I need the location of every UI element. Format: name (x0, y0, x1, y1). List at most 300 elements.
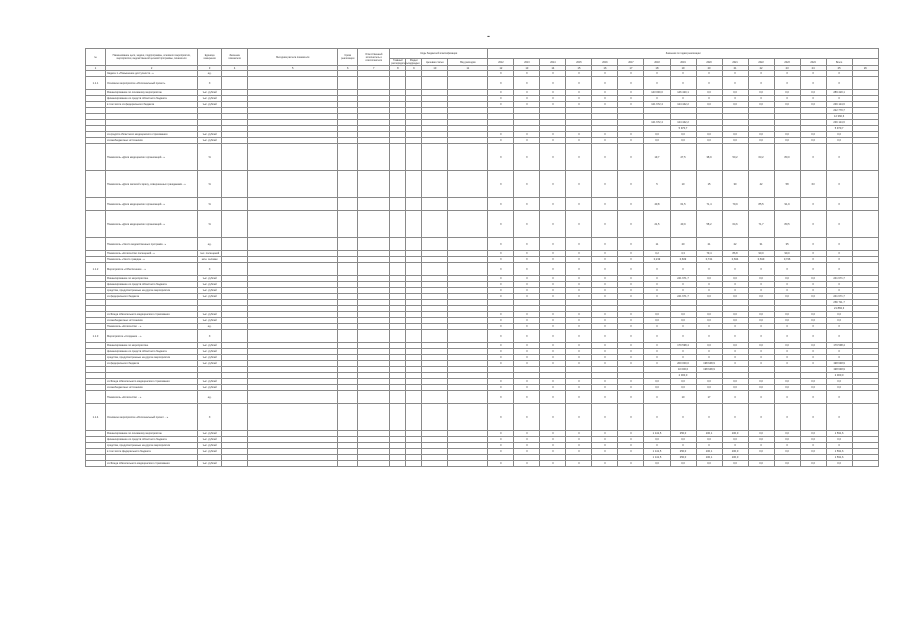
table-cell: Основное мероприятие «Региональный проект» (106, 77, 198, 90)
table-cell: Х (800, 404, 826, 431)
header-year: 2018 (644, 59, 670, 66)
table-cell (86, 171, 106, 198)
table-cell: 0 (488, 318, 514, 324)
table-cell: 0 (540, 361, 566, 367)
table-cell: 250,0 (670, 431, 696, 437)
table-cell: 0 (696, 324, 722, 330)
table-cell: 22 (722, 238, 748, 251)
header-year: 2017 (618, 59, 644, 66)
table-cell: Х (540, 324, 566, 330)
table-cell (390, 404, 406, 431)
header-year: 2024 (800, 59, 826, 66)
table-cell: 0 (592, 276, 618, 282)
table-cell: 0 (618, 431, 644, 437)
table-cell: Х (488, 77, 514, 90)
column-number: 9 (406, 66, 422, 71)
table-cell: Х (618, 263, 644, 276)
table-cell: 0 (540, 443, 566, 449)
table-cell: 0,0 (800, 461, 826, 467)
table-cell: 0 (644, 443, 670, 449)
table-cell: 0,0 (748, 312, 774, 318)
table-cell: 179 598,4 (826, 343, 852, 349)
table-cell: 246 114,6 (826, 120, 852, 126)
table-cell: 0 (826, 355, 852, 361)
header-period: Сроки реализации (338, 49, 358, 66)
table-cell: 222 770,7 (826, 108, 852, 114)
table-cell: 0 (488, 312, 514, 318)
table-cell: 0 (488, 288, 514, 294)
table-cell (448, 391, 488, 404)
table-cell: 0 (488, 138, 514, 144)
column-number: 14 (540, 66, 566, 71)
table-cell: Х (488, 71, 514, 77)
table-cell (338, 198, 358, 211)
header-vr: Вид расходов (448, 59, 488, 66)
table-cell: 0 (826, 96, 852, 102)
table-cell: 0 (540, 138, 566, 144)
table-cell (338, 144, 358, 171)
table-cell: 1.1.2 (86, 263, 106, 276)
table-cell: 0 (488, 90, 514, 96)
header-year: 2015 (566, 59, 592, 66)
table-cell: 0 (592, 318, 618, 324)
table-cell: Х (540, 238, 566, 251)
header-target: Целевая статья (422, 59, 448, 66)
table-cell: 0,0 (748, 294, 774, 300)
table-cell: 0,0 (748, 449, 774, 455)
table-cell: 0 (566, 276, 592, 282)
table-cell: 0 (592, 294, 618, 300)
header-executor: Ответственный исполнитель и соисполнители (358, 49, 390, 66)
table-cell: 0 (566, 282, 592, 288)
table-cell: Показатель «Число граждан...» (106, 257, 198, 263)
table-cell: 0,0 (748, 461, 774, 467)
table-cell: 1 591,6 (826, 449, 852, 455)
table-cell: тыс. рублей (198, 461, 222, 467)
table-cell: 0,0 (644, 379, 670, 385)
table-cell: 0,0 (644, 385, 670, 391)
table-cell: тыс. рублей (198, 318, 222, 324)
table-cell: 0 (592, 443, 618, 449)
table-cell: 0 (644, 324, 670, 330)
table-cell: 0,0 (670, 379, 696, 385)
table-cell: тыс. рублей (198, 102, 222, 108)
table-cell: 0 (618, 449, 644, 455)
table-cell: Х (644, 404, 670, 431)
table-cell: 0 (514, 449, 540, 455)
table-cell: 0 (566, 343, 592, 349)
table-cell: 61,5 (670, 198, 696, 211)
table-cell (390, 144, 406, 171)
table-cell: 58 (774, 171, 800, 198)
table-cell: Х (618, 198, 644, 211)
table-cell: 0,0 (800, 343, 826, 349)
table-cell: Х (566, 171, 592, 198)
table-cell: из федерального бюджета (106, 361, 198, 367)
table-cell: 0,0 (826, 379, 852, 385)
table-cell: 3,3 (670, 251, 696, 257)
table-cell: 0 (592, 355, 618, 361)
table-cell: Х (696, 71, 722, 77)
table-cell: Х (800, 144, 826, 171)
table-cell: Х (722, 330, 748, 343)
table-cell: 86,8 (722, 251, 748, 257)
table-cell: 19,7 (644, 144, 670, 171)
table-cell (248, 198, 338, 211)
table-cell (406, 461, 422, 467)
table-cell: 0 (566, 90, 592, 96)
table-cell: 0,609 (670, 257, 696, 263)
header-unit: Единица измерения (198, 49, 222, 66)
table-cell (852, 238, 878, 251)
table-cell: 0 (722, 355, 748, 361)
table-cell (852, 144, 878, 171)
table-cell: 0,0 (722, 437, 748, 443)
table-cell: 0,0 (696, 138, 722, 144)
table-cell (222, 144, 248, 171)
table-cell: тыс. рублей (198, 96, 222, 102)
table-cell (338, 330, 358, 343)
table-cell: Х (826, 324, 852, 330)
table-cell: 0,0 (800, 318, 826, 324)
table-cell: финансирование из средств областного бюджета (106, 349, 198, 355)
table-cell (448, 263, 488, 276)
table-cell: 0 (618, 312, 644, 318)
table-cell (422, 144, 448, 171)
table-cell: 0 (540, 312, 566, 318)
table-cell: 0 (618, 282, 644, 288)
table-cell (222, 171, 248, 198)
table-cell (406, 171, 422, 198)
column-number: 6 (338, 66, 358, 71)
table-cell (422, 171, 448, 198)
table-cell: 0 (592, 431, 618, 437)
table-cell: средства, предусмотренные на другие мероприятия (106, 288, 198, 294)
table-cell: Х (722, 77, 748, 90)
table-cell (852, 404, 878, 431)
table-cell: Х (488, 324, 514, 330)
table-cell (406, 330, 422, 343)
table-row (86, 330, 879, 343)
table-cell (448, 211, 488, 238)
table-cell: 0 (514, 349, 540, 355)
table-cell: 0 (540, 349, 566, 355)
table-cell: тыс. рублей (198, 449, 222, 455)
table-cell: 0 (696, 282, 722, 288)
table-cell: 0 (514, 288, 540, 294)
table-cell: Х (514, 171, 540, 198)
table-cell: Х (514, 257, 540, 263)
table-cell: 0 (774, 324, 800, 330)
table-cell (222, 77, 248, 90)
table-cell: 0 (566, 361, 592, 367)
table-cell: 0 (540, 385, 566, 391)
table-cell: 0,0 (774, 312, 800, 318)
table-cell (248, 461, 338, 467)
table-cell: 1 141,5 (644, 449, 670, 455)
table-cell: в том числе из федерального бюджета (106, 102, 198, 108)
table-cell (358, 461, 390, 467)
table-cell: 0 (644, 355, 670, 361)
table-cell: 0 (592, 349, 618, 355)
table-cell: Х (198, 404, 222, 431)
table-cell: Х (592, 198, 618, 211)
table-cell: средства, предусмотренные на другие мероприятия (106, 355, 198, 361)
table-cell: 0 (644, 391, 670, 404)
table-cell: 0 (566, 102, 592, 108)
table-cell (248, 238, 338, 251)
table-cell (852, 461, 878, 467)
table-cell: 0 (748, 391, 774, 404)
table-cell: Х (592, 171, 618, 198)
table-cell: в том числе федерального бюджета (106, 449, 198, 455)
column-number: 25 (826, 66, 852, 71)
table-cell: 0,0 (748, 276, 774, 282)
table-cell: Х (696, 77, 722, 90)
table-cell: Х (488, 263, 514, 276)
table-cell: 100,0 (722, 431, 748, 437)
table-cell: 0,0 (670, 138, 696, 144)
column-number: 22 (748, 66, 774, 71)
table-cell (222, 263, 248, 276)
table-cell: 0 (540, 343, 566, 349)
table-cell (358, 144, 390, 171)
table-cell: 0 (514, 437, 540, 443)
table-cell: Х (540, 71, 566, 77)
table-cell: 0 (644, 276, 670, 282)
table-cell: 0,0 (722, 294, 748, 300)
table-cell: 0,0 (748, 90, 774, 96)
table-cell: 0,819 (748, 257, 774, 263)
column-number: 13 (514, 66, 540, 71)
table-cell: Х (800, 263, 826, 276)
table-cell: Х (722, 404, 748, 431)
table-cell (852, 198, 878, 211)
table-cell (448, 461, 488, 467)
table-cell: Х (514, 144, 540, 171)
table-cell (248, 171, 338, 198)
table-cell: Х (540, 211, 566, 238)
table-cell: 1 591,6 (826, 431, 852, 437)
table-cell: 0,0 (774, 437, 800, 443)
table-cell: 0 (592, 102, 618, 108)
table-cell: 0,0 (696, 90, 722, 96)
table-cell: Х (540, 263, 566, 276)
table-cell: Х (774, 263, 800, 276)
table-cell: Х (488, 404, 514, 431)
table-cell: 0,0 (826, 385, 852, 391)
table-cell (390, 263, 406, 276)
table-cell: 0 (644, 282, 670, 288)
table-cell: Показатель «Доля медицинских организаций...» (106, 211, 198, 238)
table-cell: 0,0 (826, 437, 852, 443)
table-cell: 0 (514, 443, 540, 449)
table-cell: 0,844 (722, 257, 748, 263)
table-cell: Х (514, 71, 540, 77)
table-cell: 0 (488, 343, 514, 349)
table-cell: Х (826, 77, 852, 90)
table-cell: 0 (826, 288, 852, 294)
table-cell: 0 (618, 343, 644, 349)
table-cell: 0 (540, 96, 566, 102)
table-cell: Х (618, 77, 644, 90)
table-cell: 0,0 (800, 102, 826, 108)
table-cell (86, 461, 106, 467)
table-cell: 0,0 (722, 276, 748, 282)
table-cell: Х (774, 71, 800, 77)
table-cell: 0,0 (748, 138, 774, 144)
table-cell: Х (800, 251, 826, 257)
table-cell: 0 (774, 443, 800, 449)
table-cell: Х (800, 71, 826, 77)
table-cell: 63,2 (748, 144, 774, 171)
table-cell: Х (800, 238, 826, 251)
table-cell: 0 (514, 379, 540, 385)
table-cell: 0 (488, 96, 514, 102)
table-cell: 0 (540, 449, 566, 455)
table-cell: 0 (540, 102, 566, 108)
table-cell: 10 (670, 391, 696, 404)
table-cell: 0,0 (774, 138, 800, 144)
table-cell: Х (566, 324, 592, 330)
table-cell: Основное мероприятие «Региональный проект ...» (106, 404, 198, 431)
table-cell (852, 211, 878, 238)
column-number: 10 (422, 66, 448, 71)
table-cell: 0 (592, 312, 618, 318)
table-cell: 0 (774, 355, 800, 361)
table-cell: Х (618, 144, 644, 171)
table-cell: 100,1 (696, 431, 722, 437)
table-row (86, 144, 879, 171)
table-cell: 0 (540, 437, 566, 443)
table-cell: 21,5 (644, 211, 670, 238)
table-cell: 0 (618, 288, 644, 294)
table-cell: 40,9 (670, 211, 696, 238)
table-cell: 0,0 (800, 294, 826, 300)
table-cell (422, 263, 448, 276)
table-cell: ед. (198, 391, 222, 404)
table-cell: 0 (722, 349, 748, 355)
table-cell: 0,2 (644, 251, 670, 257)
table-cell: 0 (514, 461, 540, 467)
table-cell: 0 (722, 391, 748, 404)
table-cell: 121 672,4 (644, 120, 670, 126)
table-cell (422, 404, 448, 431)
table-cell: 0 (618, 349, 644, 355)
table-cell: 0 (618, 102, 644, 108)
table-cell: 0 (748, 355, 774, 361)
table-cell: Х (722, 71, 748, 77)
table-cell: 0,0 (644, 461, 670, 467)
table-cell: 0 (566, 385, 592, 391)
table-cell: 0,0 (800, 449, 826, 455)
table-cell: 0,0 (722, 132, 748, 138)
table-cell: 42 (748, 171, 774, 198)
table-cell: 0 (670, 355, 696, 361)
table-cell (248, 330, 338, 343)
table-cell: Х (514, 211, 540, 238)
table-cell: 64,6 (722, 211, 748, 238)
table-cell (422, 77, 448, 90)
table-cell: Х (774, 77, 800, 90)
column-number: 16 (592, 66, 618, 71)
table-cell: из федерального бюджета (106, 294, 198, 300)
table-cell: Х (800, 330, 826, 343)
table-cell (448, 77, 488, 90)
table-cell: 0 (540, 294, 566, 300)
table-cell: 0 (566, 288, 592, 294)
header-year: 2021 (722, 59, 748, 66)
table-cell: 15 (696, 171, 722, 198)
table-cell (248, 211, 338, 238)
table-cell: 0 (514, 102, 540, 108)
table-cell: 0 (618, 138, 644, 144)
table-cell (222, 461, 248, 467)
table-cell (406, 404, 422, 431)
table-cell: тыс. посещений (198, 251, 222, 257)
table-cell: 0 (488, 102, 514, 108)
table-cell: 0 (618, 318, 644, 324)
table-cell: 0,0 (696, 461, 722, 467)
header-grbs: Главный распорядитель (391, 59, 409, 65)
table-cell: 0 (670, 96, 696, 102)
table-cell: Х (514, 77, 540, 90)
table-cell: Х (826, 257, 852, 263)
table-cell (448, 144, 488, 171)
table-cell: 0 (670, 324, 696, 330)
table-cell: 0 (592, 461, 618, 467)
table-cell: 0 (540, 318, 566, 324)
header-name: Наименование цели, задачи, подпрограммы, основного мероприятия, мероприятия, ведомственной целевой программы, показателя (106, 49, 198, 66)
table-row (86, 171, 879, 198)
table-cell: 0 (514, 355, 540, 361)
column-number: 4 (222, 66, 248, 71)
table-cell: 0,0 (800, 379, 826, 385)
table-cell: 198 648,9 (826, 367, 852, 373)
table-cell: тыс. рублей (198, 361, 222, 367)
table-cell: 0 (618, 461, 644, 467)
table-cell: 99,0 (774, 251, 800, 257)
table-cell: 124 442,2 (670, 120, 696, 126)
table-cell: 0 (618, 132, 644, 138)
table-cell (422, 238, 448, 251)
table-cell: 1.1.3 (86, 330, 106, 343)
table-cell: 0 (566, 431, 592, 437)
program-table (85, 48, 879, 467)
table-cell: 0,0 (826, 138, 852, 144)
table-cell: Х (566, 404, 592, 431)
table-cell: 20 (670, 238, 696, 251)
table-cell: Х (826, 171, 852, 198)
table-cell: 0 (514, 361, 540, 367)
table-cell: Х (826, 71, 852, 77)
table-cell: 58,2 (696, 211, 722, 238)
table-cell: 266 711,7 (826, 300, 852, 306)
column-number: 15 (566, 66, 592, 71)
table-cell: 0,0 (774, 318, 800, 324)
table-cell (248, 391, 338, 404)
header-year: 2022 (748, 59, 774, 66)
table-cell: 0,0 (826, 312, 852, 318)
table-cell: тыс. рублей (198, 282, 222, 288)
table-cell: 30 (722, 171, 748, 198)
table-cell: Х (488, 198, 514, 211)
table-cell (358, 198, 390, 211)
table-cell: 0,0 (696, 102, 722, 108)
table-row (86, 461, 879, 467)
table-row (86, 404, 879, 431)
table-cell: тыс. рублей (198, 355, 222, 361)
